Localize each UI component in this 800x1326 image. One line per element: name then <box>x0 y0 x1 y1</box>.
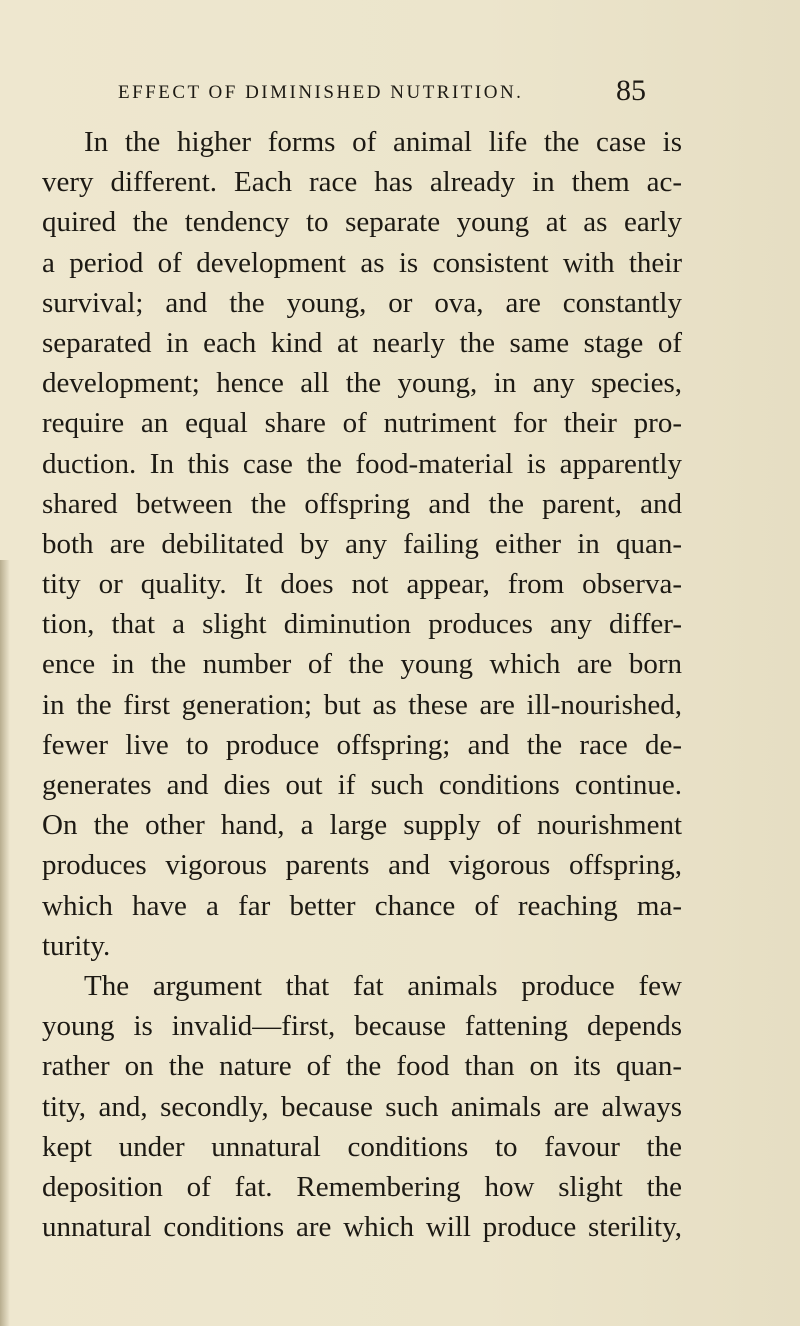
text-line: generates and dies out if such conditions continue. <box>42 769 682 801</box>
text-line: both are debilitated by any failing either in quan- <box>42 527 682 560</box>
text-line: The argument that fat animals produce few <box>84 969 682 1002</box>
text-line: survival; and the young, or ova, are constantly <box>42 286 682 319</box>
text-line: In the higher forms of animal life the case is <box>84 126 682 158</box>
text-line: ence in the number of the young which are born <box>42 648 682 681</box>
text-line: fewer live to produce offspring; and the race de- <box>42 728 682 761</box>
body-text <box>42 122 682 1247</box>
text-line: tity or quality. It does not appear, from observa- <box>42 568 682 601</box>
page-gutter-shadow <box>0 560 10 1326</box>
text-line: On the other hand, a large supply of nourishment <box>42 809 682 842</box>
text-line: very different. Each race has already in them ac- <box>42 166 682 199</box>
text-line: which have a far better chance of reaching ma- <box>42 889 682 922</box>
text-line: rather on the nature of the food than on its quan- <box>42 1050 682 1083</box>
text-line: young is invalid—first, because fattening depends <box>42 1010 682 1043</box>
text-line: duction. In this case the food-material is apparently <box>42 447 682 480</box>
running-head: EFFECT OF DIMINISHED NUTRITION. <box>118 82 524 103</box>
text-line: produces vigorous parents and vigorous offspring, <box>42 849 682 882</box>
text-line: require an equal share of nutriment for their pro- <box>42 407 682 440</box>
text-line: tion, that a slight diminution produces any differ- <box>42 608 682 641</box>
text-line: deposition of fat. Remembering how slight the <box>42 1170 682 1203</box>
text-line: quired the tendency to separate young at as early <box>42 206 682 239</box>
text-line: unnatural conditions are which will produce sterility, <box>42 1211 682 1244</box>
text-line: a period of development as is consistent with their <box>42 246 682 279</box>
text-line: separated in each kind at nearly the same stage of <box>42 326 682 359</box>
text-line: kept under unnatural conditions to favour the <box>42 1130 682 1163</box>
text-line: turity. <box>42 929 111 962</box>
page-number: 85 <box>616 74 646 107</box>
text-line: shared between the offspring and the parent, and <box>42 487 682 520</box>
text-line: development; hence all the young, in any species, <box>42 367 682 400</box>
text-line: in the first generation; but as these are ill-nourished, <box>42 688 682 721</box>
text-line: tity, and, secondly, because such animals are always <box>42 1090 682 1123</box>
